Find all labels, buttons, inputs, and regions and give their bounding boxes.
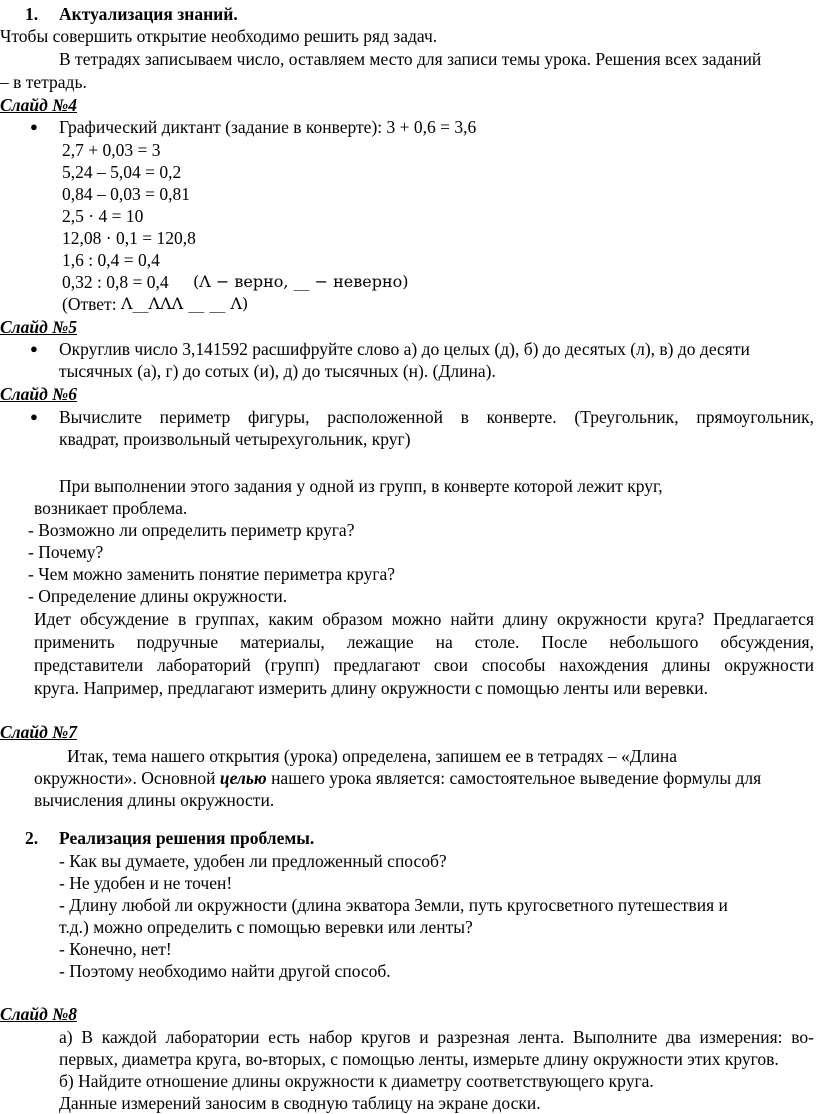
slide-7-line-1: Итак, тема нашего открытия (урока) определена, запишем ее в тетрадях – «Длина <box>67 746 677 766</box>
slide-6-title: Слайд №6 <box>0 384 77 404</box>
slide-8-title: Слайд №8 <box>0 1004 77 1024</box>
dialog-line: - Длину любой ли окружности (длина экватора Земли, путь кругосветного путешествия и <box>59 895 728 915</box>
slide-5-text-2: тысячных (а), г) до сотых (и), д) до тысячных (н). (Длина). <box>59 361 496 381</box>
discussion-line: применить подручные материалы, лежащие на столе. После небольшого обсуждения, <box>34 632 814 652</box>
slide-5-title: Слайд №5 <box>0 317 77 337</box>
intro-line-3: – в тетрадь. <box>0 72 87 92</box>
question-line: - Возможно ли определить периметр круга? <box>28 520 355 540</box>
slide-7-line-2-start: окружности». Основной <box>34 768 220 788</box>
dialog-line: - Как вы думаете, удобен ли предложенный способ? <box>59 851 447 871</box>
question-line: - Чем можно заменить понятие периметра круга? <box>28 564 396 584</box>
section-number-1: 1. <box>25 4 39 24</box>
dictation-answer-prefix: (Ответ: <box>62 294 117 314</box>
discussion-line: представители лабораторий (групп) предлагают свои способы нахождения длины окружности <box>34 655 814 675</box>
dialog-line: - Поэтому необходимо найти другой способ. <box>59 961 391 981</box>
section-number-2: 2. <box>25 828 39 848</box>
dictation-line: 2,5 · 4 = 10 <box>62 206 144 226</box>
intro-line-2: В тетрадях записываем число, оставляем место для записи темы урока. Решения всех заданий <box>59 49 762 69</box>
dictation-line: 0,84 – 0,03 = 0,81 <box>62 184 190 204</box>
slide-7-line-3: вычисления длины окружности. <box>34 790 275 810</box>
dictation-line: 5,24 – 5,04 = 0,2 <box>62 162 182 182</box>
slide-4-bullet: Графический диктант (задание в конверте): 3 + 0,6 = 3,6 <box>59 117 477 137</box>
dictation-line-last: 0,32 : 0,8 = 0,4 <box>62 272 169 292</box>
slide-7-title: Слайд №7 <box>0 722 77 742</box>
intro-line-1: Чтобы совершить открытие необходимо решить ряд задач. <box>0 26 438 46</box>
dictation-line: 12,08 · 0,1 = 120,8 <box>62 228 196 248</box>
question-line: - Почему? <box>28 542 104 562</box>
slide-8-line: а) В каждой лаборатории есть набор кругов и разрезная лента. Выполните два измерения: во- <box>59 1027 814 1047</box>
slide-8-line: Данные измерений заносим в сводную таблицу на экране доски. <box>59 1093 541 1113</box>
slide-7-line-2 <box>34 767 761 789</box>
dialog-line: - Не удобен и не точен! <box>59 873 233 893</box>
slide-6-text-1: Вычислите периметр фигуры, расположенной в конверте. (Треугольник, прямоугольник, <box>59 407 814 427</box>
slide-6-text-2: квадрат, произвольный четырехугольник, круг) <box>59 429 411 449</box>
question-line: - Определение длины окружности. <box>28 586 288 606</box>
discussion-line: Идет обсуждение в группах, каким образом можно найти длину окружности круга? Предлагается <box>34 609 814 629</box>
slide-5-text-1: Округлив число 3,141592 расшифруйте слово а) до целых (д), б) до десятых (л), в) до десяти <box>59 339 750 359</box>
bullet-dot: ● <box>30 409 38 424</box>
slide-8-line: б) Найдите отношение длины окружности к диаметру соответствующего круга. <box>59 1071 654 1091</box>
dialog-line: т.д.) можно определить с помощью веревки или ленты? <box>59 917 473 937</box>
goal-emphasis: целью <box>219 768 267 788</box>
discussion-line: круга. Например, предлагают измерить длину окружности с помощью ленты или веревки. <box>34 678 708 698</box>
dictation-answer: Λ__ΛΛΛ __ __ Λ) <box>121 294 249 313</box>
dictation-legend: (Λ − верно, __ − неверно) <box>193 272 409 291</box>
bullet-dot: ● <box>30 119 38 134</box>
section-heading-2: Реализация решения проблемы. <box>59 828 315 848</box>
section-heading-1: Актуализация знаний. <box>59 4 238 24</box>
dictation-line: 1,6 : 0,4 = 0,4 <box>62 250 160 270</box>
bullet-dot: ● <box>30 341 38 356</box>
slide-4-title: Слайд №4 <box>0 95 77 115</box>
dialog-line: - Конечно, нет! <box>59 939 172 959</box>
problem-line-2: возникает проблема. <box>34 498 188 518</box>
dictation-line: 2,7 + 0,03 = 3 <box>62 140 161 160</box>
problem-line-1: При выполнении этого задания у одной из групп, в конверте которой лежит круг, <box>59 476 663 496</box>
slide-7-line-2-end: нашего урока является: самостоятельное выведение формулы для <box>266 768 762 788</box>
slide-8-line: первых, диаметра круга, во-вторых, с помощью ленты, измерьте длину окружности этих кругов. <box>59 1049 779 1069</box>
